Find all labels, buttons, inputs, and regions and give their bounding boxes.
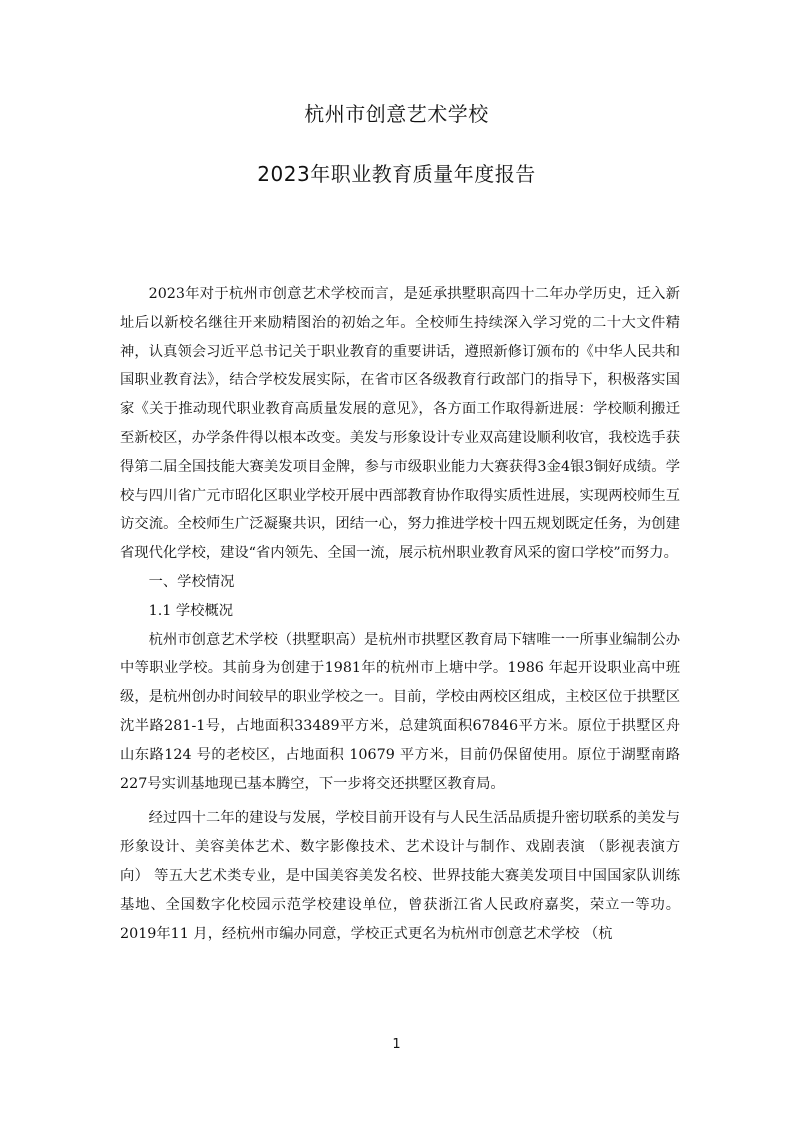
overview-paragraph: 杭州市创意艺术学校（拱墅职高）是杭州市拱墅区教育局下辖唯一一所事业编制公办中等职业学校。其前身为创建于1981年的杭州市上塘中学。1986 年起开设职业高中班级，是杭州创办时间较早的职业学校之一。目前，学校由两校区组成，主校区位于拱墅区沈半路281-1号，占地面积33489平方米，总建筑面积67846平方米。原位于拱墅区舟山东路124 号的老校区，占地面积 10679 平方米，目前仍保留使用。原位于湖墅南路227号实训基地现已基本腾空，下一步将交还拱墅区教育局。 bbox=[120, 631, 680, 792]
school-name-title: 杭州市创意艺术学校 bbox=[304, 102, 489, 126]
document-body bbox=[120, 280, 680, 948]
subsection-heading-overview: 1.1 学校概况 bbox=[148, 602, 234, 619]
section-heading-school-info: 一、学校情况 bbox=[148, 573, 235, 590]
intro-paragraph: 2023年对于杭州市创意艺术学校而言，是延承拱墅职高四十二年办学历史，迁入新址后以新校名继往开来励精图治的初始之年。全校师生持续深入学习党的二十大文件精神，认真领会习近平总书记关于职业教育的重要讲话，遵照新修订颁布的《中华人民共和国职业教育法》，结合学校发展实际，在省市区各级教育行政部门的指导下，积极落实国家《关于推动现代职业教育高质量发展的意见》，各方面工作取得新进展：学校顺利搬迁至新校区，办学条件得以根本改变。美发与形象设计专业双高建设顺利收官，我校选手获得第二届全国技能大赛美发项目金牌，参与市级职业能力大赛获得3金4银3铜好成绩。学校与四川省广元市昭化区职业学校开展中西部教育协作取得实质性进展，实现两校师生互访交流。全校师生广泛凝聚共识，团结一心，努力推进学校十四五规划既定任务，为创建省现代化学校，建设“省内领先、全国一流，展示杭州职业教育风采的窗口学校”而努力。 bbox=[120, 286, 680, 562]
report-title: 2023年职业教育质量年度报告 bbox=[257, 162, 536, 186]
development-paragraph: 经过四十二年的建设与发展，学校目前开设有与人民生活品质提升密切联系的美发与形象设计、美容美体艺术、数字影像技术、艺术设计与制作、戏剧表演 （影视表演方向） 等五大艺术类专业，是中国美容美发名校、世界技能大赛美发项目中国国家队训练基地、全国数字化校园示范学校建设单位，曾获浙江省人民政府嘉奖，荣立一等功。2019年11 月，经杭州市编办同意，学校正式更名为杭州市创意艺术学校 （杭 bbox=[120, 810, 680, 942]
page-number: 1 bbox=[392, 1037, 401, 1052]
